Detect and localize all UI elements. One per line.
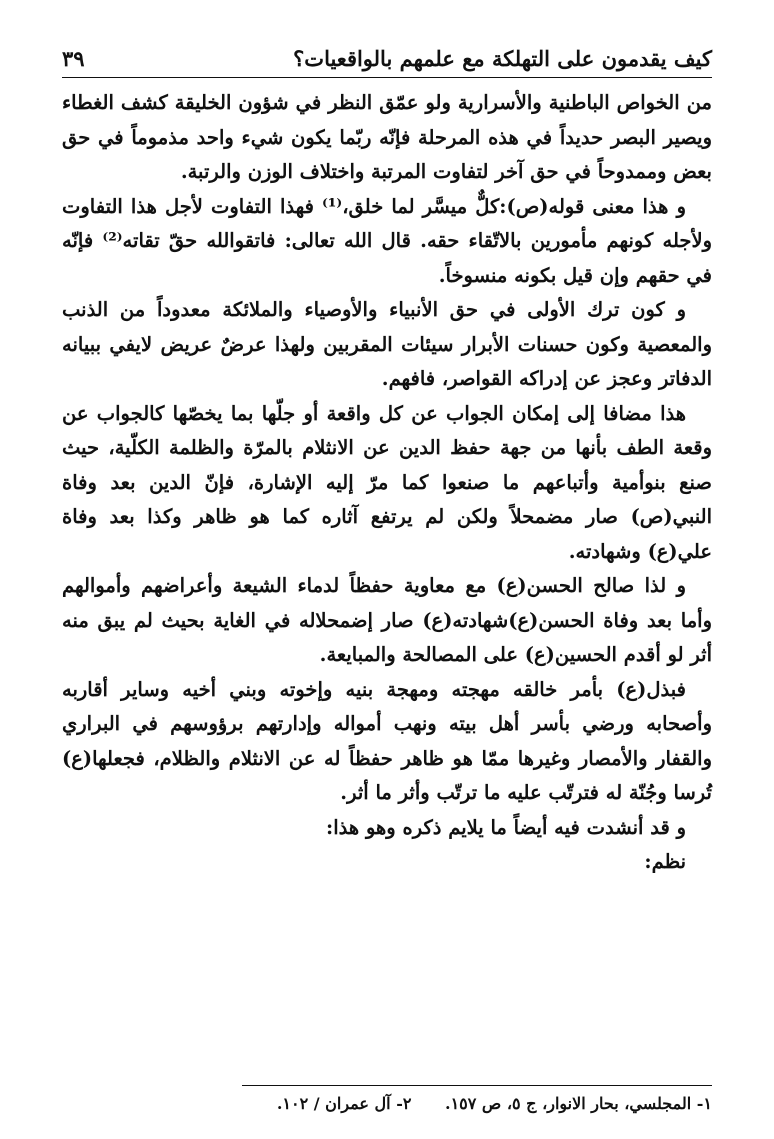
- paragraph: و كون ترك الأولى في حق الأنبياء والأوصياء والملائكة معدوداً من الذنب والمعصية وكون حسنات الأبرار سيئات المقربين ولهذا عرضٌ عريض لايفي ببيانه الدفاتر وعجز عن إدراكه القواصر، فافهم.: [62, 298, 712, 390]
- footnotes: [62, 1094, 712, 1113]
- paragraph: و قد أنشدت فيه أيضاً ما يلايم ذكره وهو هذا:: [326, 815, 686, 839]
- footnote-2: ٢- آل عمران / ١٠٢.: [276, 1094, 412, 1113]
- paragraph: من الخواص الباطنية والأسرارية ولو عمّق النظر في شؤون الخليقة كشف الغطاء ويصير البصر حديداً في هذه المرحلة فإنّه ربّما يكون شيء واحد مذموماً في حق بعض وممدوحاً في حق آخر لتفاوت المرتبة واختلاف الوزن والرتبة.: [62, 91, 712, 183]
- body-text: [62, 86, 712, 880]
- paragraph: فبذل(ع) بأمر خالقه مهجته ومهجة بنيه وإخوته وبني أخيه وساير أقاربه وأصحابه ورضي بأسر أهل بيته ونهب أمواله وإدارتهم برؤوسهم في البراري والقفار والأمصار وغيرها ممّا هو ظاهر حفظاً له عن الانثلام والظلام، فجعلها(ع) تُرسا وجُنّة له فترتّب عليه ما ترتّب وأثر ما أثر.: [62, 677, 712, 804]
- page-number: ٣٩: [62, 46, 85, 71]
- paragraph: نظم:: [644, 850, 686, 873]
- paragraph: و هذا معنى قوله(ص):كلٌّ ميسَّر لما خلق،⁽¹⁾ فهذا التفاوت لأجل هذا التفاوت ولأجله كونهم مأمورين بالاتّقاء حقه. قال الله تعالى: فاتقوالله حقّ تقاته⁽²⁾ فإنّه في حقهم وإن قيل بكونه منسوخاً.: [62, 194, 713, 287]
- running-title: كيف يقدمون على التهلكة مع علمهم بالواقعيات؟: [293, 46, 712, 71]
- footnote-1: ١- المجلسي، بحار الانوار، ج ٥، ص ١٥٧.: [445, 1094, 712, 1113]
- paragraph: و لذا صالح الحسن(ع) مع معاوية حفظاً لدماء الشيعة وأعراضهم وأموالهم وأما بعد وفاة الحسن(ع)شهادته(ع) صار إضمحلاله في الغاية بحيث لم يبق منه أثر لو أقدم الحسين(ع) على المصالحة والمبايعة.: [62, 574, 712, 666]
- footnote-divider: [242, 1085, 712, 1086]
- page-header: [62, 38, 712, 78]
- paragraph: هذا مضافا إلى إمكان الجواب عن كل واقعة أو جلّها بما يخصّها كالجواب عن وقعة الطف بأنها من جهة حفظ الدين عن الانثلام بالمرّة والظلمة الكلّية، حيث صنع بنوأمية وأتباعهم ما صنعوا كما مرّ إليه الإشارة، فإنّ الدين بعد وفاة النبي(ص) صار مضمحلاً ولكن لم يرتفع آثاره كما هو ظاهر وكذا بعد وفاة علي(ع) وشهادته.: [62, 401, 712, 563]
